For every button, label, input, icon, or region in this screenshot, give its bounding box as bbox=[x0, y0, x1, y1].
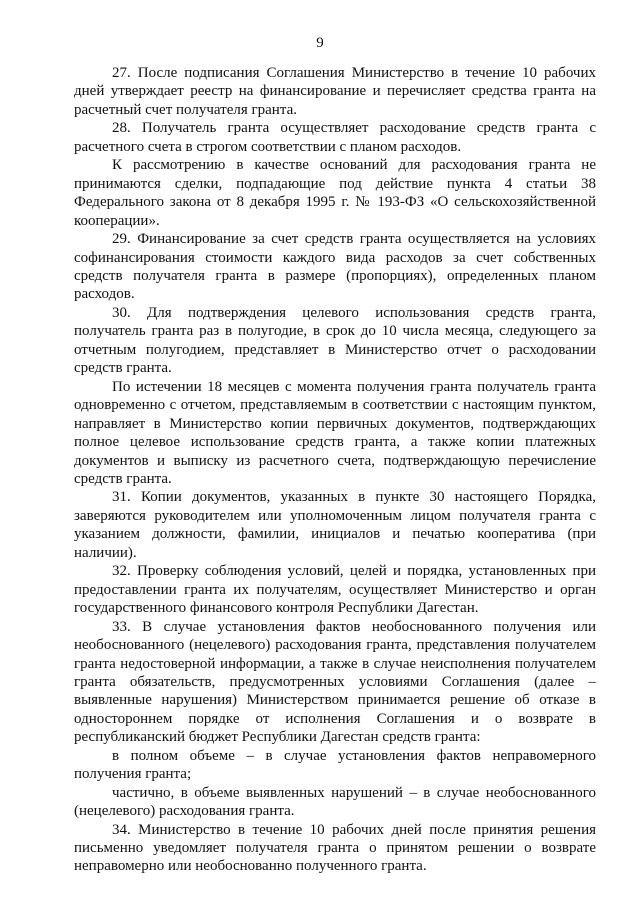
paragraph-34: 34. Министерство в течение 10 рабочих дней после принятия решения письменно уведомляет получателя гранта о принятом решении о возврате неправомерно или необоснованно полученного гранта. bbox=[74, 821, 596, 875]
page-number: 9 bbox=[316, 35, 324, 51]
document-body bbox=[74, 64, 596, 876]
paragraph-31: 31. Копии документов, указанных в пункте 30 настоящего Порядка, заверяются руководителем или уполномоченным лицом получателя гранта с указанием должности, фамилии, инициалов и печатью кооператива (при наличии). bbox=[74, 489, 596, 561]
paragraph-27: 27. После подписания Соглашения Министерство в течение 10 рабочих дней утверждает реестр на финансирование и перечисляет средства гранта на расчетный счет получателя гранта. bbox=[74, 65, 596, 118]
paragraph-30-report: По истечении 18 месяцев с момента получения гранта получатель гранта одновременно с отчетом, представляемым в соответствии с настоящим пунктом, направляет в Министерство копии первичных документов, подтверждающих полное целевое использование средств гранта, а также копии платежных документов и выписку из расчетного счета, подтверждающую перечисление средств гранта. bbox=[74, 378, 596, 487]
paragraph-32: 32. Проверку соблюдения условий, целей и порядка, установленных при предоставлении гранта их получателям, осуществляет Министерство и орган государственного финансового контроля Республики Дагестан. bbox=[74, 563, 596, 617]
paragraph-28-exclusions: К рассмотрению в качестве оснований для расходования гранта не принимаются сделки, подпадающие под действие пункта 4 статьи 38 Федерального закона от 8 декабря 1995 г. № 193-ФЗ «О сельскохозяйственной кооперации». bbox=[74, 157, 596, 229]
paragraph-28: 28. Получатель гранта осуществляет расходование средств гранта с расчетного счета в строгом соответствии с планом расходов. bbox=[74, 120, 596, 155]
paragraph-30: 30. Для подтверждения целевого использования средств гранта, получатель гранта раз в полугодие, в срок до 10 числа месяца, следующего за отчетным полугодием, представляет в Министерство отчет о расходовании средств гранта. bbox=[74, 304, 596, 377]
paragraph-33-partial-refund: частично, в объеме выявленных нарушений – в случае необоснованного (нецелевого) расходования гранта. bbox=[74, 784, 596, 820]
paragraph-33: 33. В случае установления фактов необоснованного получения или необоснованного (нецелевого) расходования гранта, представления получателем гранта недостоверной информации, а также в случае неисполнения получателем гранта обязательств, предусмотренных условиями Соглашения (далее – выявленные нарушения) Министерством принимается решение об отказе в одностороннем порядке от исполнения Соглашения и о возврате в республиканский бюджет Республики Дагестан средств гранта: bbox=[74, 618, 596, 746]
paragraph-29: 29. Финансирование за счет средств гранта осуществляется на условиях софинансирования стоимости каждого вида расходов за счет собственных средств получателя гранта в размере (пропорциях), определенных планом расходов. bbox=[74, 231, 596, 303]
paragraph-33-full-refund: в полном объеме – в случае установления фактов неправомерного получения гранта; bbox=[74, 747, 596, 783]
